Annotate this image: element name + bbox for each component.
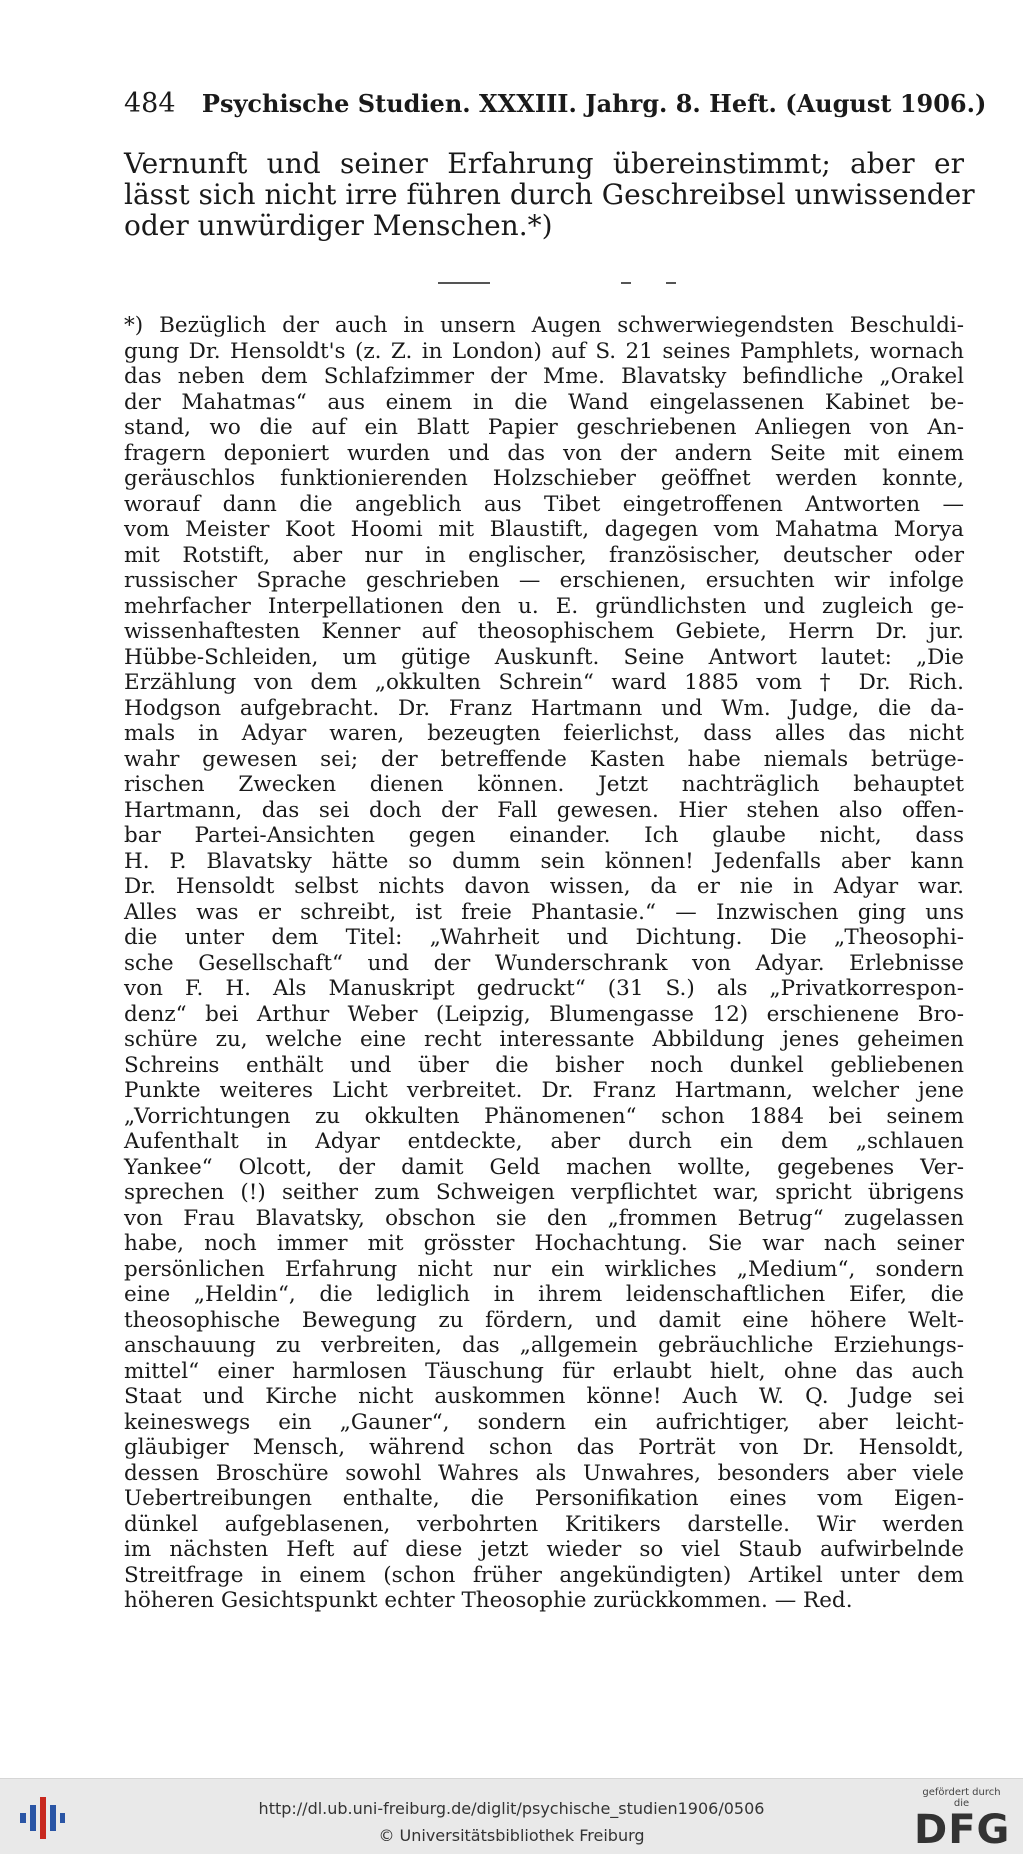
footnote-line: Hodgson aufgebracht. Dr. Franz Hartmann und Wm. Judge, die da- bbox=[124, 695, 964, 721]
footnote-line: geräuschlos funktionierenden Holzschieber geöffnet werden konnte, bbox=[124, 466, 964, 491]
footnote-line: schüre zu, welche eine recht interessante Abbildung jenes geheimen bbox=[124, 1027, 964, 1052]
main-text-line: oder unwürdiger Menschen.*) bbox=[124, 209, 553, 242]
main-text bbox=[124, 147, 975, 242]
footnote-line: sche Gesellschaft“ und der Wunderschrank von Adyar. Erlebnisse bbox=[124, 950, 964, 976]
footnote-line: theosophische Bewegung zu fördern, und damit eine höhere Welt- bbox=[124, 1307, 964, 1333]
footnote-line: höheren Gesichtspunkt echter Theosophie zurückkommen. — Red. bbox=[124, 1588, 853, 1613]
footnote-line: anschauung zu verbreiten, das „allgemein gebräuchliche Erziehungs- bbox=[124, 1333, 964, 1358]
footnote-line: Dr. Hensoldt selbst nichts davon wissen, da er nie in Adyar war. bbox=[124, 874, 964, 899]
main-text-line: lässt sich nicht irre führen durch Geschreibsel unwissender bbox=[124, 178, 975, 211]
footnote-line: Aufenthalt in Adyar entdeckte, aber durch ein dem „schlauen bbox=[124, 1129, 964, 1154]
footnote-line: Staat und Kirche nicht auskommen könne! Auch W. Q. Judge sei bbox=[124, 1384, 964, 1409]
running-title: Psychische Studien. XXXIII. Jahrg. 8. Heft. (August 1906.) bbox=[201, 89, 987, 118]
footnote-line: Alles was er schreibt, ist freie Phantasie.“ — Inzwischen ging uns bbox=[124, 899, 964, 925]
footnote-line: gläubiger Mensch, während schon das Porträt von Dr. Hensoldt, bbox=[124, 1435, 964, 1460]
footnote-line: rischen Zwecken dienen können. Jetzt nachträglich behauptet bbox=[124, 772, 964, 797]
footnote-line: Erzählung von dem „okkulten Schrein“ ward 1885 vom † Dr. Rich. bbox=[124, 670, 964, 695]
footnote-line: *) Bezüglich der auch in unsern Augen schwerwiegendsten Beschuldi- bbox=[124, 313, 964, 338]
footnote-line: Uebertreibungen enthalte, die Personifikation eines vom Eigen- bbox=[124, 1486, 964, 1511]
footnote-line: die unter dem Titel: „Wahrheit und Dichtung. Die „Theosophi- bbox=[124, 925, 964, 950]
footnote-line: wahr gewesen sei; der betreffende Kasten habe niemals betrüge- bbox=[124, 746, 964, 772]
page-header bbox=[124, 88, 987, 119]
footnote-line: habe, noch immer mit grösster Hochachtung. Sie war nach seiner bbox=[124, 1231, 964, 1256]
dfg-tagline: gefördert durch die bbox=[922, 1787, 1001, 1809]
footnote-line: worauf dann die angeblich aus Tibet eingetroffenen Antworten — bbox=[124, 491, 964, 517]
footnote-line: Yankee“ Olcott, der damit Geld machen wollte, gegebenes Ver- bbox=[124, 1154, 964, 1180]
footnote-line: Punkte weiteres Licht verbreitet. Dr. Franz Hartmann, welcher jene bbox=[124, 1078, 964, 1103]
footnote-line: „Vorrichtungen zu okkulten Phänomenen“ schon 1884 bei seinem bbox=[124, 1103, 964, 1129]
footnote-line: eine „Heldin“, die lediglich in ihrem leidenschaftlichen Eifer, die bbox=[124, 1282, 964, 1307]
footnote-line: von Frau Blavatsky, obschon sie den „frommen Betrug“ zugelassen bbox=[124, 1205, 964, 1231]
footnote-line: wissenhaftesten Kenner auf theosophischem Gebiete, Herrn Dr. jur. bbox=[124, 619, 964, 644]
main-text-line: Vernunft und seiner Erfahrung übereinstimmt; aber er bbox=[124, 147, 964, 180]
section-separator bbox=[438, 282, 678, 286]
footnote-line: der Mahatmas“ aus einem in die Wand eingelassenen Kabinet be- bbox=[124, 389, 964, 415]
footnote-line: bar Partei-Ansichten gegen einander. Ich glaube nicht, dass bbox=[124, 823, 964, 848]
copyright-notice: © Universitätsbibliothek Freiburg bbox=[378, 1826, 645, 1845]
footnote-line: Schreins enthält und über die bisher noch dunkel gebliebenen bbox=[124, 1052, 964, 1078]
footnote-line: dessen Broschüre sowohl Wahres als Unwahres, besonders aber viele bbox=[124, 1460, 964, 1486]
footnote-line: vom Meister Koot Hoomi mit Blaustift, dagegen vom Mahatma Morya bbox=[124, 517, 964, 542]
footnote-line: dünkel aufgeblasenen, verbohrten Kritikers darstelle. Wir werden bbox=[124, 1511, 964, 1537]
footnote-line: Hübbe-Schleiden, um gütige Auskunft. Seine Antwort lautet: „Die bbox=[124, 644, 964, 670]
dfg-wordmark: DFG bbox=[914, 1807, 1011, 1853]
footnote-line: von F. H. Als Manuskript gedruckt“ (31 S.) als „Privatkorrespon- bbox=[124, 976, 964, 1001]
footnote-line: mit Rotstift, aber nur in englischer, französischer, deutscher oder bbox=[124, 542, 964, 568]
footnote-line: sprechen (!) seither zum Schweigen verpflichtet war, spricht übrigens bbox=[124, 1180, 964, 1205]
footnote-line: gung Dr. Hensoldt's (z. Z. in London) auf S. 21 seines Pamphlets, wornach bbox=[124, 338, 964, 364]
footnote-line: H. P. Blavatsky hätte so dumm sein können! Jedenfalls aber kann bbox=[124, 848, 964, 874]
footer-bar bbox=[0, 1778, 1023, 1854]
footnote-line: das neben dem Schlafzimmer der Mme. Blavatsky befindliche „Orakel bbox=[124, 364, 964, 389]
dfg-logo[interactable] bbox=[914, 1787, 1011, 1853]
footnote-line: keineswegs ein „Gauner“, sondern ein aufrichtiger, aber leicht- bbox=[124, 1409, 964, 1435]
footnote-line: stand, wo die auf ein Blatt Papier geschriebenen Anliegen von An- bbox=[124, 415, 964, 440]
footnote-line: Streitfrage in einem (schon früher angekündigten) Artikel unter dem bbox=[124, 1562, 964, 1588]
footnote-line: fragern deponiert wurden und das von der andern Seite mit einem bbox=[124, 440, 964, 466]
footnote bbox=[124, 313, 964, 1614]
footnote-line: russischer Sprache geschrieben — erschienen, ersuchten wir infolge bbox=[124, 568, 964, 593]
footnote-line: im nächsten Heft auf diese jetzt wieder so viel Staub aufwirbelnde bbox=[124, 1537, 964, 1562]
footnote-line: mittel“ einer harmlosen Täuschung für erlaubt hielt, ohne das auch bbox=[124, 1358, 964, 1384]
footnote-line: mehrfacher Interpellationen den u. E. gründlichsten und zugleich ge- bbox=[124, 593, 964, 619]
footnote-line: mals in Adyar waren, bezeugten feierlichst, dass alles das nicht bbox=[124, 721, 964, 746]
footnote-line: denz“ bei Arthur Weber (Leipzig, Blumengasse 12) erschienene Bro- bbox=[124, 1001, 964, 1027]
footnote-line: persönlichen Erfahrung nicht nur ein wirkliches „Medium“, sondern bbox=[124, 1256, 964, 1282]
page-number: 484 bbox=[124, 88, 176, 119]
footnote-line: Hartmann, das sei doch der Fall gewesen. Hier stehen also offen- bbox=[124, 797, 964, 823]
permalink-url[interactable]: http://dl.ub.uni-freiburg.de/diglit/psychische_studien1906/0506 bbox=[258, 1799, 765, 1818]
